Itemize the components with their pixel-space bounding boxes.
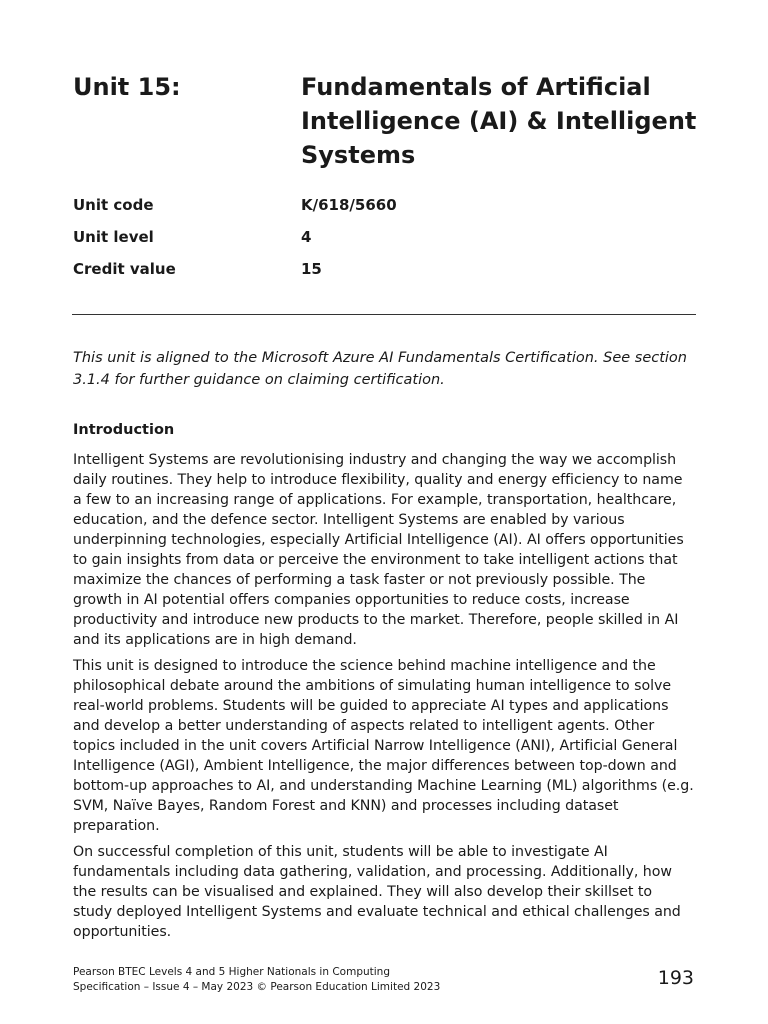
unit-label: Unit 15: xyxy=(73,73,181,101)
page-number: 193 xyxy=(657,967,694,989)
page-footer xyxy=(73,965,440,995)
meta-value: 15 xyxy=(301,260,322,278)
certification-note: This unit is aligned to the Microsoft Azure AI Fundamentals Certification. See section 3.1.4 for further guidance on claiming certification. xyxy=(73,350,687,388)
intro-paragraph: This unit is designed to introduce the science behind machine intelligence and the philosophical debate around the ambitions of simulating human intelligence to solve real-world problems. Students will be guided to appreciate AI types and applications and develop a better understanding of aspects related to intelligent agents. Other topics included in the unit covers Artificial Narrow Intelligence (ANI), Artificial General Intelligence (AGI), Ambient Intelligence, the major differences between top-down and bottom-up approaches to AI, and understanding Machine Learning (ML) algorithms (e.g. SVM, Naïve Bayes, Random Forest and KNN) and processes including dataset preparation. xyxy=(73,658,694,834)
meta-key: Credit value xyxy=(73,260,176,278)
meta-key: Unit level xyxy=(73,228,154,246)
meta-key: Unit code xyxy=(73,196,154,214)
meta-value: K/618/5660 xyxy=(301,196,397,214)
intro-paragraph: On successful completion of this unit, students will be able to investigate AI fundamentals including data gathering, validation, and processing. Additionally, how the results can be visualised and explained. They will also develop their skillset to study deployed Intelligent Systems and evaluate technical and ethical challenges and opportunities. xyxy=(73,844,681,940)
meta-value: 4 xyxy=(301,228,312,246)
unit-title: Fundamentals of Artificial Intelligence (AI) & Intelligent Systems xyxy=(301,73,697,169)
introduction-heading: Introduction xyxy=(73,422,175,438)
footer-publication: Pearson BTEC Levels 4 and 5 Higher Nationals in Computing xyxy=(73,966,391,978)
section-divider xyxy=(72,314,696,315)
intro-paragraph: Intelligent Systems are revolutionising industry and changing the way we accomplish daily routines. They help to introduce flexibility, quality and energy efficiency to name a few to an increasing range of applications. For example, transportation, healthcare, education, and the defence sector. Intelligent Systems are enabled by various underpinning technologies, especially Artificial Intelligence (AI). AI offers opportunities to gain insights from data or perceive the environment to take intelligent actions that maximize the chances of performing a task faster or not previously possible. The growth in AI potential offers companies opportunities to reduce costs, increase productivity and introduce new products to the market. Therefore, people skilled in AI and its applications are in high demand. xyxy=(73,452,684,648)
introduction-body xyxy=(73,450,695,948)
footer-issue: Specification – Issue 4 – May 2023 © Pearson Education Limited 2023 xyxy=(73,981,441,993)
